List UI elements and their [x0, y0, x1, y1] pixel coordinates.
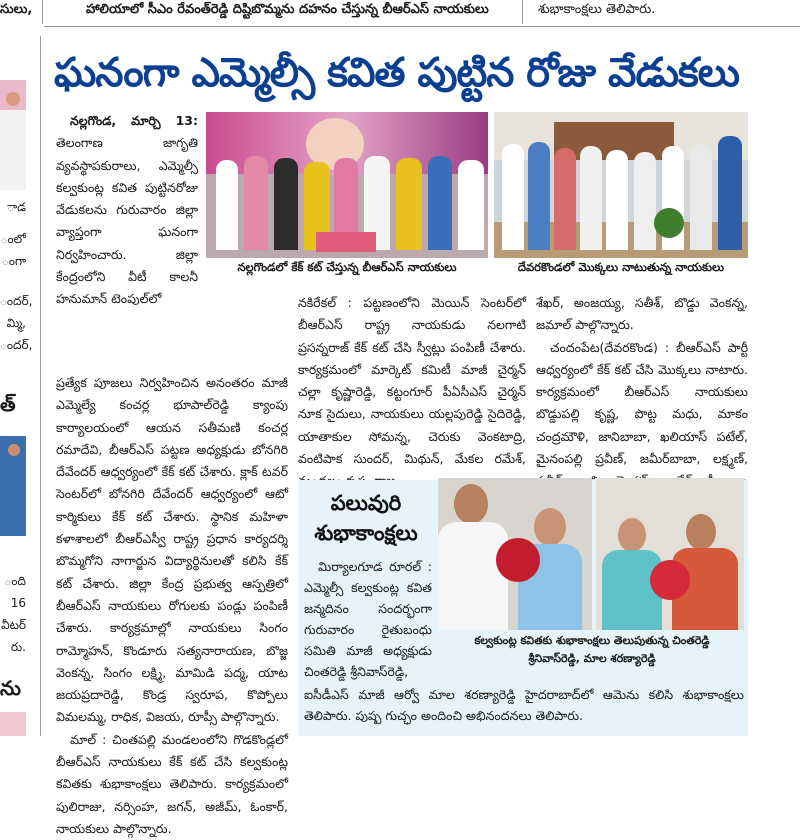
left-heading-fragment: త్	[0, 392, 16, 416]
left-fragment: ంది	[4, 574, 26, 588]
article-paragraph: ప్రత్యేక పూజలు నిర్వహించిన అనంతరం మాజీ ఎమ్మెల్యే కంచర్ల భూపాల్‌రెడ్డి క్యాంపు కార్యాలయంలో ఆయన సతీమణి కంచర్ల రమాదేవి, బీఆర్‌ఎస్ పట్టణ అధ్యక్షుడు బోనగిరి దేవేందర్ ఆధ్వర్యంలో కేక్ కట్ చేశారు. క్లాక్ టవర్ సెంటర్‌లో బోనగిరి దేవేందర్ ఆధ్వర్యంలో ఆటో కార్మికులు కేక్ కట్ చేశారు. స్థానిక మహిళా కళాశాలలో బీఆర్‌ఎస్వీ రాష్ట్ర ప్రధాన కార్యదర్శి బొమ్మగోని నాగార్జున విద్యార్థినులతో కలిసి కేక్ కట్ చేశారు. జిల్లా కేంద్ర ప్రభుత్వ ఆస్పత్రిలో బీఆర్‌ఎస్ నాయకులు రోగులకు పండ్లు పంపిణీ చేశారు. కార్యక్రమాల్లో నాయకులు సింగం రామ్మోహన్, కొండూరు సత్యనారాయణ, బొజ్జ వెంకన్న, సింగం లక్ష్మి, మామిడి పద్మ, యాట జయప్రదారెడ్డి, కొండ్ర స్వరూప, కొప్పోలు విమలమ్మ, రాధిక, విజయ, రూప్సీ పాల్గొన్నారు.	[56, 375, 288, 725]
left-fragment: ంగా	[1, 254, 26, 268]
article-paragraph: శేఖర్, అంజయ్య, సతీశ్, బొడ్డు వెంకన్న, జమాల్ పాల్గొన్నారు.	[536, 295, 748, 333]
column-separator	[40, 36, 41, 736]
headline: ఘనంగా ఎమ్మెల్సీ కవిత పుట్టిన రోజు వేడుకలు	[54, 50, 739, 96]
article-col1-top	[56, 110, 198, 370]
dateline: నల్లగొండ, మార్చి 13:	[70, 113, 198, 128]
left-fragment: మ్మి,	[6, 316, 26, 330]
article-paragraph: నకిరేకల్ : పట్టణంలోని మెయిన్ సెంటర్‌లో బీఆర్‌ఎస్ రాష్ట్ర నాయకుడు నలగాటి ప్రసన్నరాజ్ కేక్ కట్ చేసి స్వీట్లు పంపిణీ చేశారు. కార్యక్రమంలో మార్కెట్ కమిటీ మాజీ చైర్మన్ చల్లా కృష్ణారెడ్డి, కట్టంగూర్ పీఏసీఎస్ చైర్మన్ నూక సైదులు, నాయకులు యల్లపురెడ్డి సైదిరెడ్డి, యాతాకుల సోమన్న, చెరుకు వెంకటాద్రి, వంటిపాక సుందర్, మిథున్, మేకల రమేశ్,	[298, 295, 526, 467]
greetings-title: పలువురి శుభాకాంక్షలు	[314, 491, 418, 545]
photo-greetings-2	[596, 478, 744, 630]
left-color-fragment	[0, 712, 26, 736]
top-divider-left	[42, 0, 43, 24]
left-fragment: ందర్,	[0, 294, 33, 308]
photo-nalgonda-cake-cutting	[206, 112, 488, 258]
photo-devarakonda-planting	[494, 112, 748, 258]
greetings-bottom-text: ఐసీడీఎస్ మాజీ ఆర్వో మాల శరణ్యారెడ్డి హైదరాబాద్‌లో ఆమెను కలిసి శుభాకాంక్షలు తెలిపారు. పుష్ప గుచ్ఛం అందించి అభినందనలు తెలిపారు.	[304, 687, 744, 723]
photo-caption-nalgonda: నల్లగొండలో కేక్‌ కట్‌ చేస్తున్న బీఆర్‌ఎస్‌ నాయకులు	[237, 260, 457, 274]
article-paragraph: తెలంగాణ జాగృతి వ్యవస్థాపకురాలు, ఎమ్మెల్సీ కల్వకుంట్ల కవిత పుట్టినరోజు వేడుకలను గురువారం జిల్లా వ్యాప్తంగా ఘనంగా నిర్వహించారు. జిల్లా కేంద్రంలోని వీటీ కాలనీ హనుమాన్ టెంపుల్‌లో	[56, 135, 198, 307]
photo-caption-greetings-line2: శ్రీనివాస్‌రెడ్డి, మాల శరణ్యారెడ్డి	[528, 652, 656, 665]
left-fragment: రు.	[10, 640, 26, 654]
top-photo-caption: హాలియాలో సీఎం రేవంత్‌రెడ్డి దిష్టిబొమ్మను దహనం చేస్తున్న బీఆర్‌ఎస్‌ నాయకులు	[86, 2, 489, 17]
top-divider-right	[522, 0, 523, 24]
article-col1-bottom	[56, 372, 288, 836]
article-paragraph: మాల్ : చింతపల్లి మండలంలోని గొడకొండ్లలో బీఆర్‌ఎస్ నాయకులు కేక్ కట్ చేసి కల్వకుంట్ల కవితకు శుభాకాంక్షలు తెలిపారు. కార్యక్రమంలో పులిరాజు, నర్సింహ, జగన్, అజీమ్, ఓంకార్, నాయకులు పాల్గొన్నారు.	[56, 731, 288, 836]
article-paragraph: చందంపేట(దేవరకొండ) : బీఆర్‌ఎస్ పార్టీ ఆధ్వర్యంలో కేక్ కట్ చేసి మొక్కలు నాటారు. కార్యక్రమంలో బీఆర్‌ఎస్ నాయకులు బొడ్డుపల్లి కృష్ణ, పొట్ట మధు, మాకం చంద్రమౌళి, జానిబాబా, ఖలియాస్ పటేల్, మైనంపల్లి ప్రవీణ్, జమీర్‌బాబా, లక్ష్మణ్,	[536, 339, 748, 467]
top-right-text: శుభాకాంక్షలు తెలిపారు.	[538, 2, 656, 17]
top-left-fragment: సులు,	[0, 2, 33, 17]
left-fragment: 16	[10, 596, 26, 610]
left-fragment: ాడ	[7, 200, 26, 214]
photo-caption-devarakonda: దేవరకొండలో మొక్కలు నాటుతున్న నాయకులు	[517, 260, 725, 274]
left-fragment: ంలో	[0, 232, 26, 246]
greetings-text: మిర్యాలగూడ రూరల్ : ఎమ్మెల్సీ కల్వకుంట్ల కవిత జన్మదినం సందర్భంగా గురువారం రైతుబంధు సమితి మాజీ అధ్యక్షుడు చింతరెడ్డి శ్రీనివాస్‌రెడ్డి,	[304, 559, 432, 679]
left-fragment: వీటర్	[1, 618, 26, 632]
top-rule	[44, 26, 800, 27]
left-fragment: ందర్,	[0, 338, 33, 352]
left-photo-fragment	[0, 80, 26, 190]
photo-greetings-1	[438, 478, 592, 630]
left-photo-fragment-2	[0, 436, 26, 536]
article-col2	[298, 292, 526, 472]
left-heading-fragment-2: ను	[0, 676, 21, 700]
article-col3	[536, 292, 748, 472]
photo-caption-greetings-line1: కల్వకుంట్ల కవితకు శుభాకాంక్షలు తెలుపుతున్న చింతరెడ్డి	[474, 634, 710, 647]
